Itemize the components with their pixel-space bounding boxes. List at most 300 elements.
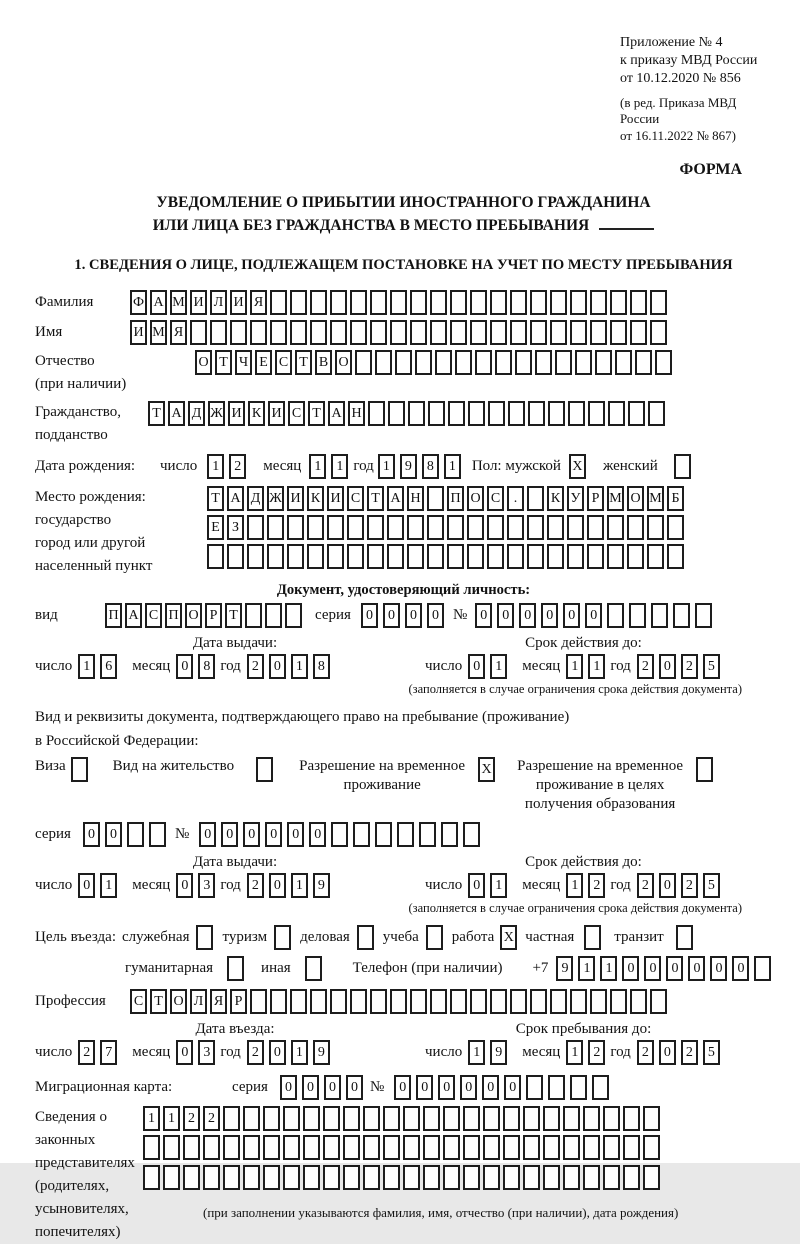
char-cell[interactable]	[463, 822, 480, 847]
char-cell[interactable]	[550, 290, 567, 315]
char-cell[interactable]: Д	[247, 486, 264, 511]
char-cell[interactable]	[568, 401, 585, 426]
char-cell[interactable]: 2	[183, 1106, 200, 1131]
char-cell[interactable]: И	[327, 486, 344, 511]
char-cell[interactable]: 0	[622, 956, 639, 981]
char-cell[interactable]	[430, 320, 447, 345]
char-cell[interactable]: Ф	[130, 290, 147, 315]
char-cell[interactable]	[283, 1106, 300, 1131]
char-cell[interactable]: 2	[588, 1040, 605, 1065]
char-cell[interactable]	[303, 1165, 320, 1190]
char-cell[interactable]: 2	[637, 654, 654, 679]
char-cell[interactable]	[270, 290, 287, 315]
char-cell[interactable]	[530, 290, 547, 315]
char-cell[interactable]	[483, 1106, 500, 1131]
char-cell[interactable]	[263, 1165, 280, 1190]
checkbox-cell[interactable]	[196, 925, 213, 950]
checkbox-cell[interactable]: X	[569, 454, 586, 479]
char-cell[interactable]	[590, 320, 607, 345]
char-cell[interactable]	[754, 956, 771, 981]
char-cell[interactable]: 0	[83, 822, 100, 847]
char-cell[interactable]: 1	[490, 654, 507, 679]
char-cell[interactable]	[543, 1165, 560, 1190]
char-cell[interactable]	[603, 1106, 620, 1131]
char-cell[interactable]: И	[228, 401, 245, 426]
char-cell[interactable]: 1	[588, 654, 605, 679]
char-cell[interactable]: Т	[148, 401, 165, 426]
char-cell[interactable]: 0	[468, 654, 485, 679]
char-cell[interactable]: Ж	[267, 486, 284, 511]
char-cell[interactable]	[650, 290, 667, 315]
char-cell[interactable]	[610, 290, 627, 315]
char-cell[interactable]: 0	[287, 822, 304, 847]
char-cell[interactable]: Т	[215, 350, 232, 375]
char-cell[interactable]: О	[627, 486, 644, 511]
char-cell[interactable]	[419, 822, 436, 847]
char-cell[interactable]: О	[185, 603, 202, 628]
char-cell[interactable]	[555, 350, 572, 375]
char-cell[interactable]	[230, 320, 247, 345]
char-cell[interactable]: 0	[519, 603, 536, 628]
char-cell[interactable]: 0	[732, 956, 749, 981]
char-cell[interactable]: 0	[176, 654, 193, 679]
char-cell[interactable]	[347, 544, 364, 569]
char-cell[interactable]	[383, 1135, 400, 1160]
char-cell[interactable]	[370, 989, 387, 1014]
char-cell[interactable]	[447, 515, 464, 540]
char-cell[interactable]: С	[275, 350, 292, 375]
char-cell[interactable]: 3	[198, 1040, 215, 1065]
char-cell[interactable]	[430, 290, 447, 315]
char-cell[interactable]	[673, 603, 690, 628]
char-cell[interactable]	[323, 1106, 340, 1131]
char-cell[interactable]: 9	[556, 956, 573, 981]
char-cell[interactable]: 0	[176, 1040, 193, 1065]
char-cell[interactable]: Р	[230, 989, 247, 1014]
char-cell[interactable]: 8	[198, 654, 215, 679]
char-cell[interactable]	[470, 989, 487, 1014]
char-cell[interactable]	[310, 989, 327, 1014]
char-cell[interactable]: 1	[78, 654, 95, 679]
char-cell[interactable]: 0	[460, 1075, 477, 1100]
char-cell[interactable]	[383, 1165, 400, 1190]
char-cell[interactable]: 2	[203, 1106, 220, 1131]
char-cell[interactable]: 2	[247, 873, 264, 898]
char-cell[interactable]	[570, 989, 587, 1014]
char-cell[interactable]	[443, 1135, 460, 1160]
char-cell[interactable]	[350, 320, 367, 345]
char-cell[interactable]: 0	[468, 873, 485, 898]
char-cell[interactable]	[410, 290, 427, 315]
char-cell[interactable]	[548, 1075, 565, 1100]
char-cell[interactable]	[190, 320, 207, 345]
char-cell[interactable]: 0	[269, 654, 286, 679]
char-cell[interactable]	[450, 989, 467, 1014]
char-cell[interactable]	[403, 1106, 420, 1131]
char-cell[interactable]	[210, 320, 227, 345]
char-cell[interactable]: 1	[309, 454, 326, 479]
char-cell[interactable]	[310, 290, 327, 315]
char-cell[interactable]	[607, 603, 624, 628]
char-cell[interactable]: О	[170, 989, 187, 1014]
char-cell[interactable]: А	[168, 401, 185, 426]
char-cell[interactable]	[630, 320, 647, 345]
char-cell[interactable]: 0	[302, 1075, 319, 1100]
char-cell[interactable]	[383, 1106, 400, 1131]
char-cell[interactable]: А	[328, 401, 345, 426]
char-cell[interactable]: 0	[710, 956, 727, 981]
char-cell[interactable]	[535, 350, 552, 375]
char-cell[interactable]	[307, 515, 324, 540]
char-cell[interactable]	[648, 401, 665, 426]
char-cell[interactable]: Т	[207, 486, 224, 511]
char-cell[interactable]	[435, 350, 452, 375]
char-cell[interactable]: 1	[331, 454, 348, 479]
char-cell[interactable]	[503, 1135, 520, 1160]
char-cell[interactable]: 0	[427, 603, 444, 628]
char-cell[interactable]	[263, 1135, 280, 1160]
char-cell[interactable]	[410, 320, 427, 345]
char-cell[interactable]	[467, 515, 484, 540]
char-cell[interactable]	[615, 350, 632, 375]
char-cell[interactable]	[563, 1135, 580, 1160]
char-cell[interactable]	[407, 515, 424, 540]
char-cell[interactable]: Е	[255, 350, 272, 375]
char-cell[interactable]	[629, 603, 646, 628]
char-cell[interactable]: Т	[225, 603, 242, 628]
char-cell[interactable]: А	[150, 290, 167, 315]
char-cell[interactable]	[423, 1135, 440, 1160]
char-cell[interactable]	[223, 1106, 240, 1131]
char-cell[interactable]: И	[268, 401, 285, 426]
char-cell[interactable]	[408, 401, 425, 426]
char-cell[interactable]	[527, 544, 544, 569]
char-cell[interactable]	[353, 822, 370, 847]
char-cell[interactable]	[428, 401, 445, 426]
char-cell[interactable]: 0	[324, 1075, 341, 1100]
char-cell[interactable]	[570, 320, 587, 345]
char-cell[interactable]	[483, 1165, 500, 1190]
char-cell[interactable]: 0	[78, 873, 95, 898]
char-cell[interactable]: 2	[681, 873, 698, 898]
checkbox-cell[interactable]	[256, 757, 273, 782]
char-cell[interactable]	[367, 544, 384, 569]
char-cell[interactable]: Е	[207, 515, 224, 540]
char-cell[interactable]: 0	[688, 956, 705, 981]
char-cell[interactable]: Я	[250, 290, 267, 315]
char-cell[interactable]: 9	[400, 454, 417, 479]
char-cell[interactable]	[488, 401, 505, 426]
char-cell[interactable]	[163, 1135, 180, 1160]
char-cell[interactable]: А	[227, 486, 244, 511]
char-cell[interactable]	[355, 350, 372, 375]
char-cell[interactable]: 0	[585, 603, 602, 628]
char-cell[interactable]	[463, 1165, 480, 1190]
char-cell[interactable]	[470, 290, 487, 315]
char-cell[interactable]	[587, 544, 604, 569]
char-cell[interactable]	[267, 544, 284, 569]
char-cell[interactable]: 1	[468, 1040, 485, 1065]
char-cell[interactable]: 2	[247, 654, 264, 679]
char-cell[interactable]: 0	[361, 603, 378, 628]
char-cell[interactable]: 0	[383, 603, 400, 628]
char-cell[interactable]: 2	[681, 1040, 698, 1065]
char-cell[interactable]	[543, 1135, 560, 1160]
char-cell[interactable]: 9	[313, 873, 330, 898]
char-cell[interactable]	[247, 515, 264, 540]
char-cell[interactable]	[343, 1106, 360, 1131]
char-cell[interactable]	[523, 1106, 540, 1131]
char-cell[interactable]	[567, 544, 584, 569]
char-cell[interactable]	[530, 320, 547, 345]
char-cell[interactable]: Л	[190, 989, 207, 1014]
char-cell[interactable]: 8	[313, 654, 330, 679]
char-cell[interactable]: 0	[659, 654, 676, 679]
char-cell[interactable]: 2	[637, 1040, 654, 1065]
char-cell[interactable]	[243, 1165, 260, 1190]
char-cell[interactable]	[523, 1135, 540, 1160]
char-cell[interactable]	[443, 1165, 460, 1190]
char-cell[interactable]	[367, 515, 384, 540]
char-cell[interactable]	[650, 989, 667, 1014]
char-cell[interactable]: 1	[291, 873, 308, 898]
char-cell[interactable]: 0	[105, 822, 122, 847]
checkbox-cell[interactable]	[227, 956, 244, 981]
char-cell[interactable]: Н	[348, 401, 365, 426]
char-cell[interactable]: 1	[291, 654, 308, 679]
char-cell[interactable]	[323, 1165, 340, 1190]
char-cell[interactable]: Н	[407, 486, 424, 511]
char-cell[interactable]	[267, 515, 284, 540]
char-cell[interactable]: С	[487, 486, 504, 511]
char-cell[interactable]: 2	[637, 873, 654, 898]
char-cell[interactable]: С	[347, 486, 364, 511]
char-cell[interactable]: 0	[644, 956, 661, 981]
char-cell[interactable]: 0	[280, 1075, 297, 1100]
char-cell[interactable]: 2	[229, 454, 246, 479]
char-cell[interactable]	[508, 401, 525, 426]
char-cell[interactable]	[270, 989, 287, 1014]
char-cell[interactable]: 1	[100, 873, 117, 898]
char-cell[interactable]	[427, 486, 444, 511]
char-cell[interactable]	[547, 544, 564, 569]
char-cell[interactable]	[527, 515, 544, 540]
char-cell[interactable]	[570, 290, 587, 315]
char-cell[interactable]	[590, 290, 607, 315]
char-cell[interactable]	[183, 1135, 200, 1160]
char-cell[interactable]	[590, 989, 607, 1014]
char-cell[interactable]	[463, 1106, 480, 1131]
char-cell[interactable]: О	[467, 486, 484, 511]
char-cell[interactable]	[203, 1165, 220, 1190]
char-cell[interactable]	[630, 290, 647, 315]
char-cell[interactable]	[510, 989, 527, 1014]
char-cell[interactable]: 0	[309, 822, 326, 847]
char-cell[interactable]: 0	[265, 822, 282, 847]
char-cell[interactable]: П	[447, 486, 464, 511]
char-cell[interactable]	[610, 320, 627, 345]
char-cell[interactable]	[375, 822, 392, 847]
char-cell[interactable]	[441, 822, 458, 847]
char-cell[interactable]	[390, 290, 407, 315]
char-cell[interactable]: 0	[394, 1075, 411, 1100]
char-cell[interactable]: Л	[210, 290, 227, 315]
char-cell[interactable]	[507, 515, 524, 540]
char-cell[interactable]	[592, 1075, 609, 1100]
char-cell[interactable]	[570, 1075, 587, 1100]
char-cell[interactable]: С	[288, 401, 305, 426]
char-cell[interactable]: 9	[313, 1040, 330, 1065]
char-cell[interactable]: 0	[659, 873, 676, 898]
char-cell[interactable]	[363, 1135, 380, 1160]
char-cell[interactable]	[567, 515, 584, 540]
char-cell[interactable]: 1	[163, 1106, 180, 1131]
char-cell[interactable]: М	[607, 486, 624, 511]
char-cell[interactable]: Б	[667, 486, 684, 511]
char-cell[interactable]	[588, 401, 605, 426]
char-cell[interactable]	[227, 544, 244, 569]
char-cell[interactable]	[343, 1135, 360, 1160]
char-cell[interactable]	[643, 1165, 660, 1190]
char-cell[interactable]: 1	[291, 1040, 308, 1065]
char-cell[interactable]	[647, 544, 664, 569]
char-cell[interactable]	[327, 544, 344, 569]
char-cell[interactable]	[490, 989, 507, 1014]
char-cell[interactable]: Р	[587, 486, 604, 511]
char-cell[interactable]	[263, 1106, 280, 1131]
char-cell[interactable]	[250, 989, 267, 1014]
char-cell[interactable]	[547, 515, 564, 540]
char-cell[interactable]: А	[387, 486, 404, 511]
char-cell[interactable]: З	[227, 515, 244, 540]
char-cell[interactable]: К	[547, 486, 564, 511]
char-cell[interactable]	[487, 515, 504, 540]
char-cell[interactable]	[467, 544, 484, 569]
char-cell[interactable]: 7	[100, 1040, 117, 1065]
char-cell[interactable]	[290, 320, 307, 345]
char-cell[interactable]	[643, 1135, 660, 1160]
char-cell[interactable]: Ч	[235, 350, 252, 375]
char-cell[interactable]	[523, 1165, 540, 1190]
char-cell[interactable]	[627, 515, 644, 540]
char-cell[interactable]	[283, 1135, 300, 1160]
char-cell[interactable]: 0	[482, 1075, 499, 1100]
char-cell[interactable]: 0	[405, 603, 422, 628]
char-cell[interactable]	[650, 320, 667, 345]
char-cell[interactable]	[287, 544, 304, 569]
char-cell[interactable]: 3	[198, 873, 215, 898]
char-cell[interactable]	[623, 1165, 640, 1190]
char-cell[interactable]	[448, 401, 465, 426]
char-cell[interactable]	[483, 1135, 500, 1160]
char-cell[interactable]: 0	[176, 873, 193, 898]
char-cell[interactable]	[343, 1165, 360, 1190]
char-cell[interactable]	[503, 1165, 520, 1190]
char-cell[interactable]: 1	[378, 454, 395, 479]
checkbox-cell[interactable]	[426, 925, 443, 950]
checkbox-cell[interactable]	[696, 757, 713, 782]
char-cell[interactable]: 0	[666, 956, 683, 981]
char-cell[interactable]	[587, 515, 604, 540]
char-cell[interactable]	[628, 401, 645, 426]
char-cell[interactable]	[395, 350, 412, 375]
char-cell[interactable]	[330, 290, 347, 315]
char-cell[interactable]: 6	[100, 654, 117, 679]
char-cell[interactable]: 0	[346, 1075, 363, 1100]
char-cell[interactable]: О	[335, 350, 352, 375]
char-cell[interactable]	[350, 989, 367, 1014]
char-cell[interactable]	[507, 544, 524, 569]
char-cell[interactable]	[265, 603, 282, 628]
char-cell[interactable]: К	[248, 401, 265, 426]
char-cell[interactable]	[143, 1165, 160, 1190]
char-cell[interactable]: 8	[422, 454, 439, 479]
char-cell[interactable]	[443, 1106, 460, 1131]
char-cell[interactable]: 5	[703, 873, 720, 898]
char-cell[interactable]	[410, 989, 427, 1014]
char-cell[interactable]	[327, 515, 344, 540]
char-cell[interactable]	[430, 989, 447, 1014]
char-cell[interactable]	[667, 515, 684, 540]
char-cell[interactable]: В	[315, 350, 332, 375]
char-cell[interactable]	[310, 320, 327, 345]
char-cell[interactable]	[450, 290, 467, 315]
char-cell[interactable]	[387, 544, 404, 569]
char-cell[interactable]: 1	[207, 454, 224, 479]
char-cell[interactable]	[643, 1106, 660, 1131]
char-cell[interactable]	[623, 1106, 640, 1131]
char-cell[interactable]	[583, 1106, 600, 1131]
char-cell[interactable]	[447, 544, 464, 569]
char-cell[interactable]: 0	[497, 603, 514, 628]
checkbox-cell[interactable]: X	[500, 925, 517, 950]
char-cell[interactable]: М	[647, 486, 664, 511]
char-cell[interactable]	[163, 1165, 180, 1190]
char-cell[interactable]	[390, 989, 407, 1014]
char-cell[interactable]	[603, 1135, 620, 1160]
char-cell[interactable]	[607, 544, 624, 569]
char-cell[interactable]	[283, 1165, 300, 1190]
char-cell[interactable]	[331, 822, 348, 847]
char-cell[interactable]: М	[150, 320, 167, 345]
char-cell[interactable]	[475, 350, 492, 375]
char-cell[interactable]: 1	[490, 873, 507, 898]
char-cell[interactable]	[149, 822, 166, 847]
char-cell[interactable]	[550, 989, 567, 1014]
char-cell[interactable]: 1	[143, 1106, 160, 1131]
char-cell[interactable]	[490, 320, 507, 345]
char-cell[interactable]	[330, 989, 347, 1014]
char-cell[interactable]	[510, 320, 527, 345]
checkbox-cell[interactable]	[357, 925, 374, 950]
char-cell[interactable]: 1	[444, 454, 461, 479]
char-cell[interactable]: Т	[308, 401, 325, 426]
checkbox-cell[interactable]	[305, 956, 322, 981]
checkbox-cell[interactable]	[274, 925, 291, 950]
char-cell[interactable]: Ж	[208, 401, 225, 426]
char-cell[interactable]: 0	[199, 822, 216, 847]
char-cell[interactable]	[627, 544, 644, 569]
char-cell[interactable]	[245, 603, 262, 628]
char-cell[interactable]: А	[125, 603, 142, 628]
char-cell[interactable]: П	[105, 603, 122, 628]
char-cell[interactable]: М	[170, 290, 187, 315]
char-cell[interactable]	[403, 1135, 420, 1160]
char-cell[interactable]	[510, 290, 527, 315]
char-cell[interactable]	[563, 1165, 580, 1190]
char-cell[interactable]: 0	[269, 873, 286, 898]
char-cell[interactable]	[250, 320, 267, 345]
